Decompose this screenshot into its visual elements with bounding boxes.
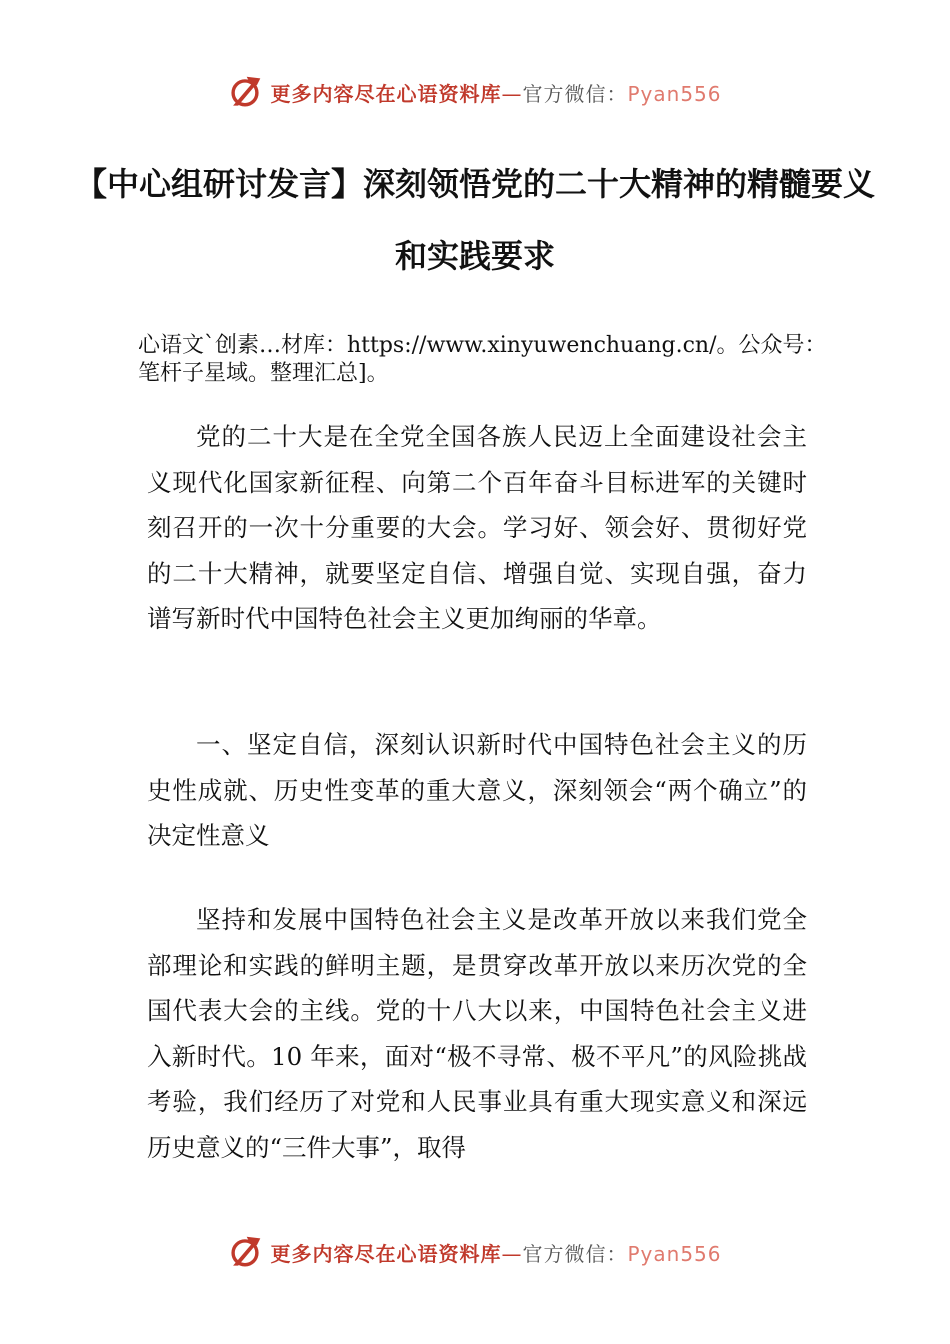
banner-main-text: 更多内容尽在心语资料库: [270, 81, 502, 106]
section-heading-1: 一、坚定自信，深刻认识新时代中国特色社会主义的历史性成就、历史性变革的重大意义，深刻领会“两个确立”的决定性意义: [147, 730, 807, 850]
header-banner: [0, 72, 950, 112]
paragraph-intro: 党的二十大是在全党全国各族人民迈上全面建设社会主义现代化国家新征程、向第二个百年奋斗目标进军的关键时刻召开的一次十分重要的大会。学习好、领会好、贯彻好党的二十大精神，就要坚定自信、增强自觉、实现自强，奋力谱写新时代中国特色社会主义更加绚丽的华章。: [147, 422, 807, 633]
banner-text: [270, 78, 721, 107]
banner-wechat-id: Pyan556: [627, 81, 722, 106]
banner-label: 官方微信：: [522, 81, 628, 106]
banner-main-text: 更多内容尽在心语资料库: [270, 1241, 502, 1266]
footer-banner: [0, 1232, 950, 1272]
quill-logo-icon: [228, 75, 262, 109]
banner-dash: —: [501, 81, 523, 106]
paragraph-body: 坚持和发展中国特色社会主义是改革开放以来我们党全部理论和实践的鲜明主题，是贯穿改革开放以来历次党的全国代表大会的主线。党的十八大以来，中国特色社会主义进入新时代。10 年来，面对“极不寻常、极不平凡”的风险挑战考验，我们经历了对党和人民事业具有重大现实意义和深远历史意义的“三件大事”，取得: [147, 905, 807, 1162]
document-title: 【中心组研讨发言】深刻领悟党的二十大精神的精髓要义和实践要求: [74, 165, 875, 275]
banner-wechat-id: Pyan556: [627, 1241, 722, 1266]
source-note: 心语文`创素…材库：https://www.xinyuwenchuang.cn/。公众号：笔杆子星域。整理汇总]。: [138, 333, 827, 386]
quill-logo-icon: [228, 1235, 262, 1269]
banner-text: [270, 1238, 721, 1267]
banner-label: 官方微信：: [522, 1241, 628, 1266]
banner-dash: —: [501, 1241, 523, 1266]
